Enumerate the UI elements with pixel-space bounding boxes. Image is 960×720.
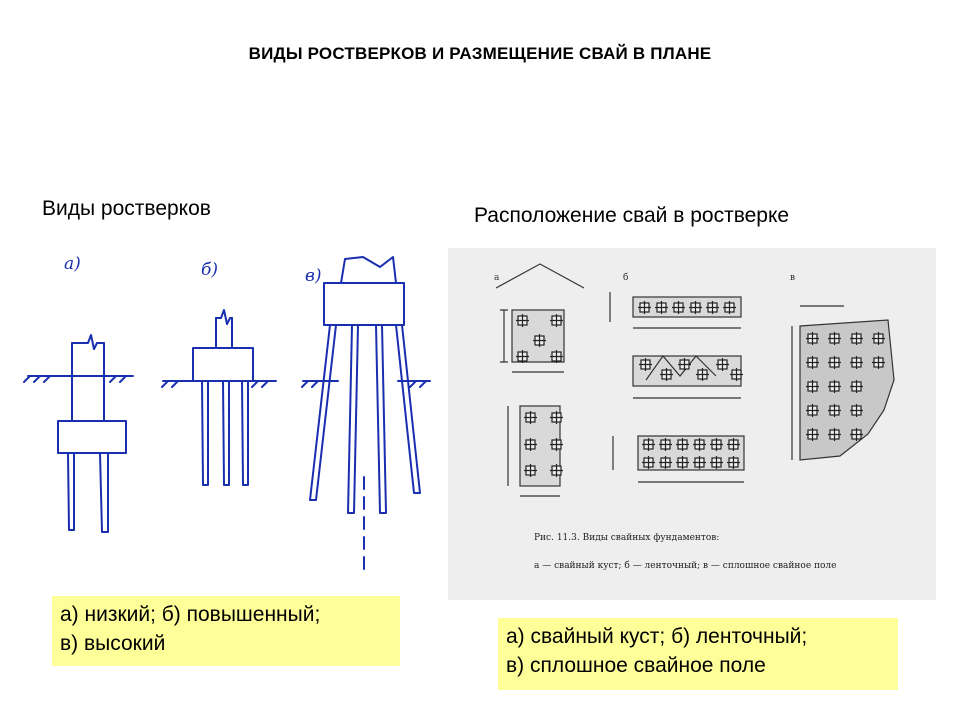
sketch-label-v: в) [305, 266, 322, 286]
raft-types-sketch [18, 245, 438, 575]
sketch-label-a: а) [64, 254, 81, 274]
heading-pile-layout: Расположение свай в ростверке [474, 204, 790, 227]
heading-raft-types: Виды ростверков [42, 197, 211, 220]
caption-raft-types-line2: в) высокий [60, 632, 166, 655]
scan-label-b: б [623, 273, 629, 283]
caption-pile-layout [498, 618, 898, 690]
pile-layout-figure [448, 248, 936, 600]
caption-raft-types [52, 596, 400, 666]
caption-pile-layout-line2: в) сплошное свайное поле [506, 654, 766, 677]
scan-label-a: а [494, 273, 500, 283]
caption-raft-types-line1: а) низкий; б) повышенный; [60, 603, 321, 626]
scan-caption-line2: а — свайный куст; б — ленточный; в — сплошное свайное поле [534, 561, 837, 571]
sketch-label-b: б) [201, 260, 219, 280]
scan-caption-line1: Рис. 11.3. Виды свайных фундаментов: [534, 533, 720, 543]
page-title: ВИДЫ РОСТВЕРКОВ И РАЗМЕЩЕНИЕ СВАЙ В ПЛАНЕ [248, 44, 712, 63]
caption-pile-layout-line1: а) свайный куст; б) ленточный; [506, 625, 808, 648]
scan-label-v: в [790, 273, 796, 283]
